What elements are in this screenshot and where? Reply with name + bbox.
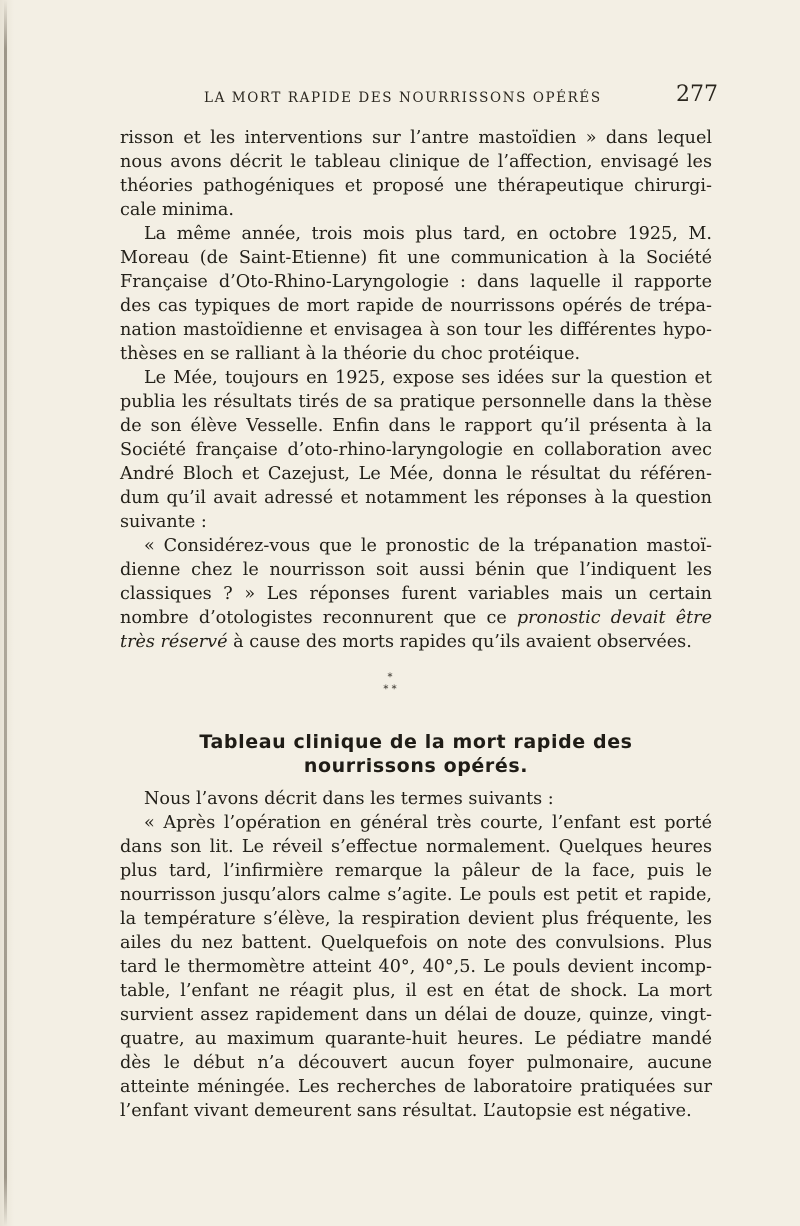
section-heading	[120, 730, 712, 778]
italic-emphasis: pronostic devait être très réservé	[120, 608, 712, 652]
body-text-section	[120, 787, 712, 1123]
page-binding-edge	[4, 0, 7, 1226]
paragraph-continuation: risson et les interventions sur l’antre mastoïdien » dans lequel nous avons décrit le tableau clinique de l’affection, envisagé les théories pathogéniques et proposé une thérapeutique chirurgicale minima.	[120, 128, 712, 220]
asterism-divider	[360, 672, 420, 702]
paragraph-referendum-quote	[120, 534, 712, 654]
page-number: 277	[676, 82, 718, 107]
body-text-top	[120, 126, 712, 654]
section-heading-line-1: Tableau clinique de la mort rapide des	[199, 731, 633, 753]
quote-ending: à cause des morts rapides qu’ils avaient observées.	[227, 632, 692, 652]
running-title: LA MORT RAPIDE DES NOURRISSONS OPÉRÉS	[204, 90, 602, 106]
asterism-top-star: *	[387, 672, 393, 683]
quote-text: « Considérez-vous que le pronostic de la trépanation mastoïdienne chez le nourrisson soit aussi bénin que l’indiquent les classiques ? » Les réponses furent variables mais un certain nombre d’otologistes reconnurent que ce	[120, 536, 712, 628]
paragraph-moreau: La même année, trois mois plus tard, en octobre 1925, M. Moreau (de Saint-Etienne) fit une communication à la Société Française d’Oto-Rhino-Laryngologie : dans laquelle il rapporte des cas typiques de mort rapide de nourrissons opérés de trépanation mastoïdienne et envisagea à son tour les différentes hypothèses en se ralliant à la théorie du choc protéique.	[120, 224, 712, 364]
paragraph-clinical-description: « Après l’opération en général très courte, l’enfant est porté dans son lit. Le réveil s’effectue normalement. Quelques heures plus tard, l’infirmière remarque la pâleur de la face, puis le nourrisson jusqu’alors calme s’agite. Le pouls est petit et rapide, la température s’élève, la respiration devient plus fréquente, les ailes du nez battent. Quelquefois on note des convulsions. Plus tard le thermomètre atteint 40°, 40°,5. Le pouls devient incomptable, l’enfant ne réagit plus, il est en état de shock. La mort survient assez rapidement dans un délai de douze, quinze, vingt-quatre, au maximum quarante-huit heures. Le pédiatre mandé dès le début n’a découvert aucun foyer pulmonaire, aucune atteinte méningée. Les recherches de laboratoire pratiquées sur l’enfant vivant demeurent sans résultat. L’autopsie est négative.	[120, 813, 712, 1121]
asterism-bottom-stars: * *	[383, 684, 397, 695]
section-heading-line-2: nourrissons opérés.	[303, 755, 529, 777]
paragraph-intro: Nous l’avons décrit dans les termes suivants :	[144, 789, 554, 809]
running-head	[120, 82, 718, 112]
paragraph-le-mee: Le Mée, toujours en 1925, expose ses idées sur la question et publia les résultats tirés de sa pratique personnelle dans la thèse de son élève Vesselle. Enfin dans le rapport qu’il présenta à la Société française d’oto-rhino-laryngologie en collaboration avec André Bloch et Cazejust, Le Mée, donna le résultat du référendum qu’il avait adressé et notamment les réponses à la question suivante :	[120, 368, 712, 532]
